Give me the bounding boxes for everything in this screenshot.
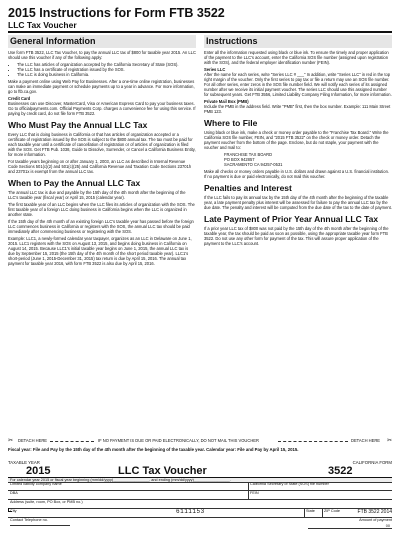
late-payment-text: If a prior year LLC tax of $800 was not paid by the 15th day of the 4th month after the beginning of the taxable year, the tax should be paid as soon as possible, using the appropriate taxable year form FTB 3522. Do not use any other form for payment of the tax. This will assure proper application of the payment to the LLC's account.: [204, 226, 389, 246]
when-to-pay-example: Example: LLC1, a newly-formed calendar year taxpayer, organizes as an LLC in Delaware on June 1, 2015. LLC1 registers with the SOS on August 13, 2015, and begins doing business in California on August 14, 2015. Because LLC1's initial taxable year begins on June 1, 2015, the annual LLC tax is due by September 15, 2015 (the 15th day of the 4th month of the short period taxable year). LLC1's short-period (June 1, 2015-December 31, 2015) tax return is due by April 15, 2016. The annual tax payment for taxable year 2016, with form FTB 3522 is also due by April 15, 2016.: [8, 236, 192, 266]
exemption-text: For taxable years beginning on or after January 1, 2003, an LLC as described in Internal Revenue Code Sections 501(c)(2) and 501(c)(25) and California Revenue and Taxation Code Sections 23701h and 23701x is exempt from the annual LLC tax.: [8, 159, 192, 174]
series-llc-text: After the name for each series, write "Series LLC # ___" In addition, write "Series LLC" in red in the top right margin of the voucher. Only the first series to pay tax or file a return may use an SOS file number. For all other series, enter zeros in the SOS file number field. We will notify each series of its assigned number after we receive its initial payment voucher. The series LLC should use this assigned number for subsequent years. Get FTB 3556, Limited Liability Company Filing Information, for more information.: [204, 72, 392, 97]
page-title: 2015 Instructions for Form FTB 3522: [8, 6, 225, 20]
applicability-list: [8, 62, 196, 77]
dba-row[interactable]: [8, 491, 392, 500]
series-llc-heading: Series LLC: [204, 67, 226, 72]
who-must-pay-text: Every LLC that is doing business in California or that has articles of organization accepted or a certificate of registration issued by the SOS is subject to the $800 annual tax. The tax must be paid for each taxable year until a certificate of cancellation of registration or of articles of organization is filed with the SOS. Get FTB Pub. 1038, Guide to Dissolve, Surrender, or Cancel a California Business Entity, for more information.: [8, 132, 196, 157]
no-mail-notice: IF NO PAYMENT IS DUE OR PAID ELECTRONICALLY, DO NOT MAIL THIS VOUCHER: [98, 438, 259, 443]
dashed-divider: [50, 441, 94, 442]
penalties-heading: Penalties and Interest: [204, 183, 292, 193]
field-divider: [248, 491, 249, 499]
voucher-year: 2015: [26, 465, 51, 477]
field-divider: [248, 482, 249, 490]
form-number: 3522: [328, 465, 353, 477]
applicability-item: • The LLC has a certificate of registration issued by the SOS.: [17, 67, 196, 72]
address-line: PO BOX 942857: [224, 157, 255, 162]
title-rule: [8, 31, 392, 33]
right-column: [204, 34, 392, 364]
form-id: FTB 3522 2014: [357, 509, 392, 515]
instructions-text: Enter all the information requested using black or blue ink. To ensure the timely and proper application of the payment to the LLC's account, enter the California SOS file number (assigned upon registration with the SOS), and the federal employer identification number (FEIN).: [204, 50, 389, 65]
late-payment-heading: Late Payment of Prior Year Annual LLC Tax: [204, 214, 379, 224]
barcode-number: 6111153: [176, 508, 205, 515]
sos-file-number-label: California Secretary of State (SOS) file number: [250, 482, 329, 486]
scissors-icon: ✂: [8, 438, 14, 444]
where-to-file-heading: Where to File: [204, 118, 258, 128]
phone-amount-row: [8, 518, 392, 527]
state-label: State: [306, 509, 315, 513]
who-must-pay-heading: Who Must Pay the Annual LLC Tax: [8, 120, 148, 130]
applicability-item: • The LLC is doing business in California.: [17, 72, 196, 77]
company-row[interactable]: [8, 482, 392, 491]
when-to-pay-first-year: The first taxable year of an LLC begins when the LLC files its articles of organization with the SOS. The first taxable year of a foreign LLC doing business in California begins when the LLC is organized in another state.: [8, 202, 195, 217]
page-subtitle: LLC Tax Voucher: [8, 20, 77, 30]
when-to-pay-due: The annual LLC tax is due and payable by the 15th day of the 4th month after the beginning of the LLC's taxable year (fiscal year) or April 15, 2015 (calendar year).: [8, 190, 186, 200]
fein-label: FEIN: [250, 491, 259, 495]
address-line: FRANCHISE TAX BOARD: [224, 152, 273, 157]
voucher-title: LLC Tax Voucher: [118, 465, 207, 477]
detach-here-right: DETACH HERE: [351, 438, 381, 443]
when-to-pay-foreign: If the 15th day of the 4th month of an existing foreign LLC's taxable year has passed before the foreign LLC commences business in California or registers with the SOS, the annual LLC tax should be paid immediately after commencing business or registering with the SOS.: [8, 219, 194, 234]
payment-currency-text: Make all checks or money orders payable in U.S. dollars and drawn against a U.S. financial institution. If no payment is due or paid electronically, do not mail this voucher.: [204, 169, 389, 179]
detach-here-left: DETACH HERE: [18, 438, 48, 443]
city-label: City: [10, 509, 17, 513]
contact-telephone-label: Contact Telephone no.: [10, 518, 48, 522]
detach-line: [8, 437, 392, 445]
credit-card-text: Businesses can use Discover, MasterCard, Visa or American Express Card to pay your business taxes. Go to officialpayments.com. Official Payments Corp. charges a convenience fee for using this service. If paying by credit card, do not file form FTB 3522.: [8, 101, 196, 116]
company-name-label: Limited liability company name: [10, 482, 62, 486]
address-line: SACRAMENTO CA 94257-0531: [224, 162, 283, 167]
applicability-item: • The LLC has articles of organization accepted by the California Secretary of State (SOS).: [17, 62, 196, 67]
amount-input[interactable]: [308, 528, 392, 529]
instructions-heading: Instructions: [204, 35, 392, 48]
general-info-heading: General Information: [8, 35, 196, 48]
california-form-label: CALIFORNIA FORM: [352, 460, 392, 465]
when-to-pay-heading: When to Pay the Annual LLC Tax: [8, 178, 141, 188]
zip-code-label: ZIP Code: [324, 509, 340, 513]
pmb-text: Include the PMB in the address field. Write "PMB" first, then the box number. Example: 111 Main Street PMB 123.: [204, 104, 391, 114]
fiscal-notice: Fiscal year: File and Pay by the 15th day of the 4th month after the beginning of the taxable year. Calendar year: File and Pay by April 15, 2015.: [8, 447, 299, 452]
general-info-intro: Use form FTB 3522, LLC Tax Voucher, to pay the annual LLC tax of $800 for taxable year 2015. An LLC should use this voucher if any of the following apply:: [8, 50, 196, 60]
amount-of-payment-label: Amount of payment: [359, 518, 392, 522]
penalties-text: If the LLC fails to pay its annual tax by the 15th day of the 4th month after the beginning of the taxable year, a late payment penalty plus interest will be assessed for failure to pay the annual LLC tax by the due date. The penalty and interest will be computed from the due date of the tax to the date of payment.: [204, 195, 392, 210]
credit-card-heading: Credit Card: [8, 96, 31, 101]
web-pay-paragraph: Make a payment online using Web Pay for Businesses. After a one-time online registration, businesses can make an immediate payment or schedule payments up to a year in advance. For more information, go to ftb.ca.gov.: [8, 79, 195, 94]
dba-label: DBA: [10, 491, 18, 495]
address-label: Address (suite, room, PO Box, or PMB no.): [10, 500, 83, 504]
taxable-year-label: TAXABLE YEAR: [8, 460, 40, 465]
amount-cents: 00: [385, 524, 390, 528]
dashed-divider: [278, 441, 348, 442]
where-to-file-text: Using black or blue ink, make a check or money order payable to the "Franchise Tax Board." Write the California SOS file number, FEIN, and "2015 FTB 3522" on the check or money order. Detach the payment voucher from the bottom of the page. Enclose, but do not staple, your payment with the voucher and mail to:: [204, 130, 389, 150]
corner-mark-icon: [8, 508, 12, 512]
mailing-address: [204, 152, 392, 167]
telephone-input[interactable]: [10, 525, 70, 526]
voucher-footer: [8, 508, 392, 516]
left-column: [8, 34, 196, 434]
period-line: For calendar year 2015 or fiscal year beginning (mm/dd/yyyy)_________________, and ending (mm/dd/yyyy)_________________.: [10, 478, 231, 482]
scissors-icon: ✂: [386, 438, 392, 444]
pmb-heading: Private Mail Box (PMB): [204, 99, 249, 104]
